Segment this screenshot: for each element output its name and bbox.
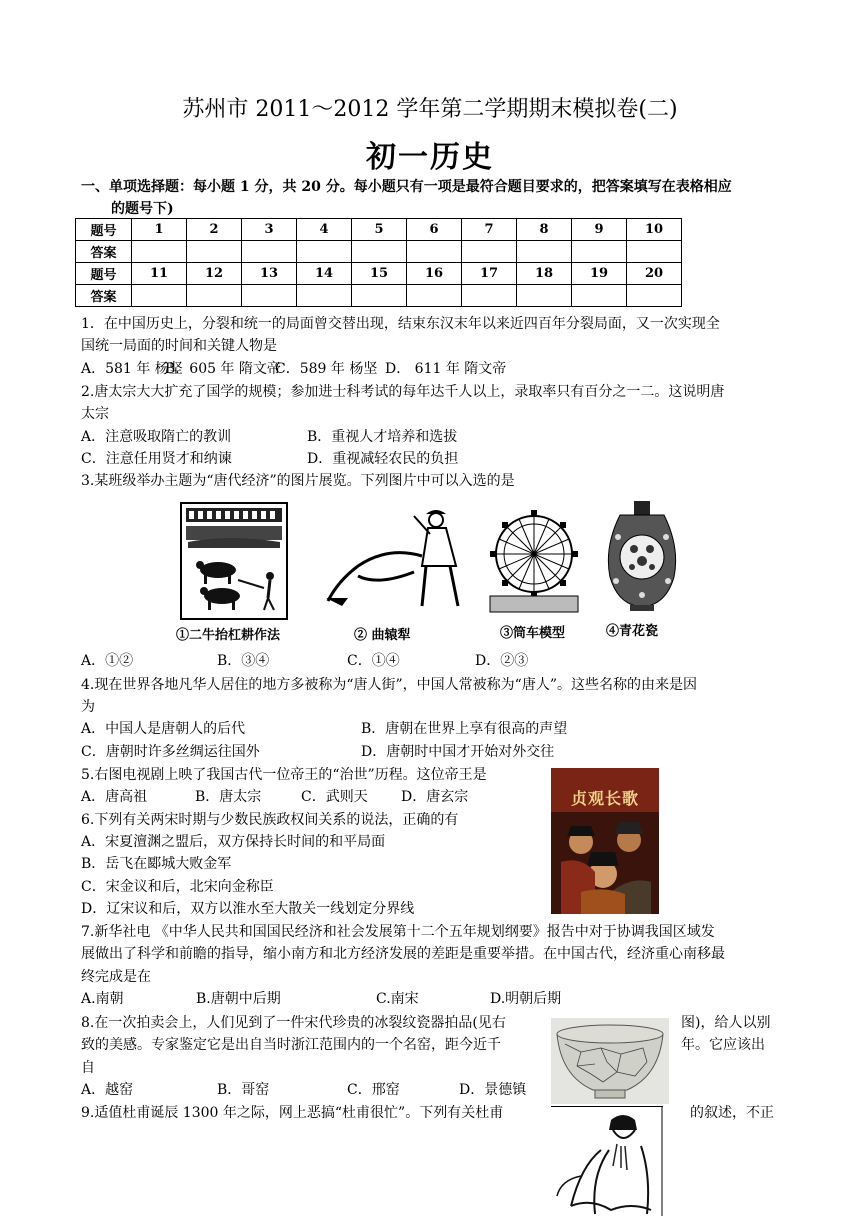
table-cell: 题号 <box>76 219 132 241</box>
caption-porcelain: ④青花瓷 <box>606 624 659 639</box>
curved-plow-picture <box>318 506 470 616</box>
table-cell: 4 <box>297 219 352 241</box>
q9-stem-line1b: 的叙述，不正 <box>690 1105 774 1121</box>
option[interactable]: A．注意吸取隋亡的教训 <box>81 429 232 445</box>
table-cell: 10 <box>627 219 682 241</box>
table-cell: 7 <box>462 219 517 241</box>
answer-cell[interactable] <box>242 241 297 263</box>
answer-cell[interactable] <box>517 285 572 307</box>
option[interactable]: D．景德镇 <box>459 1082 527 1098</box>
answer-cell[interactable] <box>462 285 517 307</box>
q2-stem-line2: 太宗 <box>81 406 109 422</box>
option[interactable]: A.南朝 <box>81 991 124 1007</box>
q8-stem-line2a: 致的美感。专家鉴定它是出自当时浙江范围内的一个名窑，距今近千 <box>81 1037 501 1053</box>
du-fu-portrait-picture <box>551 1106 663 1216</box>
exam-title: 苏州市 2011～2012 学年第二学期期末模拟卷(二) <box>182 97 678 122</box>
table-cell: 3 <box>242 219 297 241</box>
table-cell: 5 <box>352 219 407 241</box>
table-cell: 12 <box>187 263 242 285</box>
option[interactable]: D．②③ <box>475 653 529 669</box>
crackle-porcelain-bowl-picture <box>551 1018 669 1104</box>
q6-option-b[interactable]: B．岳飞在郾城大败金军 <box>81 856 232 872</box>
q6-stem: 6.下列有关两宋时期与少数民族政权间关系的说法，正确的有 <box>81 812 459 828</box>
table-cell: 14 <box>297 263 352 285</box>
table-cell: 13 <box>242 263 297 285</box>
answer-cell[interactable] <box>187 285 242 307</box>
table-row <box>76 241 682 263</box>
table-row <box>76 219 682 241</box>
q4-options-row2 <box>81 741 554 763</box>
table-cell: 2 <box>187 219 242 241</box>
subject-title: 初一历史 <box>366 140 494 175</box>
answer-cell[interactable] <box>407 241 462 263</box>
tv-drama-poster <box>551 768 659 914</box>
option[interactable]: B．哥窑 <box>217 1082 270 1098</box>
answer-cell[interactable] <box>132 285 187 307</box>
option[interactable]: B．③④ <box>217 653 270 669</box>
option[interactable]: D． 611 年 隋文帝 <box>385 361 507 377</box>
table-cell: 16 <box>407 263 462 285</box>
q5-stem: 5.右图电视剧上映了我国古代一位帝王的“治世”历程。这位帝王是 <box>81 767 487 783</box>
option[interactable]: D．唐朝时中国才开始对外交往 <box>361 744 555 760</box>
q9-stem-line1a: 9.适值杜甫诞辰 1300 年之际，网上恶搞“杜甫很忙”。下列有关杜甫 <box>81 1105 504 1121</box>
answer-cell[interactable] <box>242 285 297 307</box>
two-oxen-plowing-picture <box>180 502 288 620</box>
option[interactable]: B．605 年 隋文帝 <box>165 361 281 377</box>
option[interactable]: B．唐朝在世界上享有很高的声望 <box>361 721 568 737</box>
answer-cell[interactable] <box>627 285 682 307</box>
table-cell: 答案 <box>76 285 132 307</box>
option[interactable]: D．重视减轻农民的负担 <box>307 451 459 467</box>
q4-options-row1 <box>81 718 567 740</box>
section-instruction-2: 的题号下) <box>111 201 174 217</box>
q1-options <box>81 358 506 380</box>
answer-cell[interactable] <box>627 241 682 263</box>
answer-cell[interactable] <box>132 241 187 263</box>
option[interactable]: A．中国人是唐朝人的后代 <box>81 721 246 737</box>
option[interactable]: C．①④ <box>347 653 400 669</box>
table-cell: 1 <box>132 219 187 241</box>
option[interactable]: C．唐朝时许多丝绸运往国外 <box>81 744 260 760</box>
caption-waterwheel: ③筒车模型 <box>500 626 566 641</box>
q2-options-row1 <box>81 426 457 448</box>
blue-white-porcelain-picture <box>600 497 684 615</box>
table-cell: 20 <box>627 263 682 285</box>
q4-stem-line2: 为 <box>81 699 95 715</box>
answer-cell[interactable] <box>297 241 352 263</box>
option[interactable]: C．武则天 <box>301 789 368 805</box>
option[interactable]: B．唐太宗 <box>195 789 262 805</box>
q7-options <box>81 988 561 1010</box>
answer-cell[interactable] <box>517 241 572 263</box>
poster-figures-icon <box>551 812 659 914</box>
answer-cell[interactable] <box>352 285 407 307</box>
q6-option-c[interactable]: C．宋金议和后，北宋向金称臣 <box>81 879 274 895</box>
answer-cell[interactable] <box>572 241 627 263</box>
option[interactable]: C．589 年 杨坚 <box>275 361 378 377</box>
option[interactable]: B.唐朝中后期 <box>196 991 281 1007</box>
table-cell: 18 <box>517 263 572 285</box>
q2-options-row2 <box>81 448 458 470</box>
table-row <box>76 263 682 285</box>
answer-table <box>75 218 682 307</box>
answer-cell[interactable] <box>572 285 627 307</box>
waterwheel-model-picture <box>488 508 580 616</box>
q6-option-d[interactable]: D．辽宋议和后，双方以淮水至大散关一线划定分界线 <box>81 901 415 917</box>
option[interactable]: A．越窑 <box>81 1082 134 1098</box>
table-cell: 9 <box>572 219 627 241</box>
option[interactable]: C．注意任用贤才和纳谏 <box>81 451 232 467</box>
option[interactable]: A．唐高祖 <box>81 789 148 805</box>
caption-plow: ② 曲辕犁 <box>354 628 411 643</box>
q8-stem-line1b: 图)，给人以别 <box>681 1015 771 1031</box>
table-cell: 11 <box>132 263 187 285</box>
q1-stem-line2: 国统一局面的时间和关键人物是 <box>81 338 277 354</box>
q6-option-a[interactable]: A．宋夏澶渊之盟后，双方保持长时间的和平局面 <box>81 834 386 850</box>
q4-stem-line1: 4.现在世界各地凡华人居住的地方多被称为“唐人街”，中国人常被称为“唐人”。这些名称的由来是因 <box>81 677 697 693</box>
answer-cell[interactable] <box>187 241 242 263</box>
q8-stem-line2b: 年。它应该出 <box>681 1037 765 1053</box>
section-instruction-1: 一、单项选择题：每小题 1 分，共 20 分。每小题只有一项是最符合题目要求的，把答案填写在表格相应 <box>81 179 732 195</box>
table-cell: 答案 <box>76 241 132 263</box>
q2-stem-line1: 2.唐太宗大大扩充了国学的规模；参加进士科考试的每年达千人以上，录取率只有百分之一二。这说明唐 <box>81 384 725 400</box>
table-cell: 题号 <box>76 263 132 285</box>
table-cell: 15 <box>352 263 407 285</box>
option[interactable]: C.南宋 <box>376 991 419 1007</box>
q5-options <box>81 786 468 808</box>
q7-stem-line1: 7.新华社电 《中华人民共和国国民经济和社会发展第十二个五年规划纲要》报告中对于协调我国区域发 <box>81 924 715 940</box>
q7-stem-line3: 终完成是在 <box>81 969 151 985</box>
q1-stem-line1: 1．在中国历史上，分裂和统一的局面曾交替出现，结束东汉末年以来近四百年分裂局面，又一次实现全 <box>81 316 720 332</box>
caption-oxen: ①二牛抬杠耕作法 <box>176 628 281 643</box>
option[interactable]: D.明朝后期 <box>490 991 562 1007</box>
table-row <box>76 285 682 307</box>
table-cell: 19 <box>572 263 627 285</box>
answer-cell[interactable] <box>352 241 407 263</box>
table-cell: 6 <box>407 219 462 241</box>
q8-stem-line1a: 8.在一次拍卖会上，人们见到了一件宋代珍贵的冰裂纹瓷器拍品(见右 <box>81 1015 506 1031</box>
answer-cell[interactable] <box>297 285 352 307</box>
q3-stem: 3.某班级举办主题为“唐代经济”的图片展览。下列图片中可以入选的是 <box>81 473 515 489</box>
answer-cell[interactable] <box>407 285 462 307</box>
q7-stem-line2: 展做出了科学和前瞻的指导，缩小南方和北方经济发展的差距是重要举措。在中国古代，经济重心南移最 <box>81 946 725 962</box>
table-cell: 17 <box>462 263 517 285</box>
q3-options <box>81 650 528 672</box>
option[interactable]: C．邢窑 <box>347 1082 400 1098</box>
q8-options <box>81 1079 526 1101</box>
poster-title: 贞观长歌 <box>570 789 639 808</box>
option[interactable]: A．①② <box>81 653 134 669</box>
answer-cell[interactable] <box>462 241 517 263</box>
q8-stem-line3: 自 <box>81 1060 95 1076</box>
option[interactable]: B．重视人才培养和选拔 <box>307 429 458 445</box>
table-cell: 8 <box>517 219 572 241</box>
option[interactable]: A．581 年 杨坚 <box>81 361 183 377</box>
option[interactable]: D．唐玄宗 <box>401 789 469 805</box>
